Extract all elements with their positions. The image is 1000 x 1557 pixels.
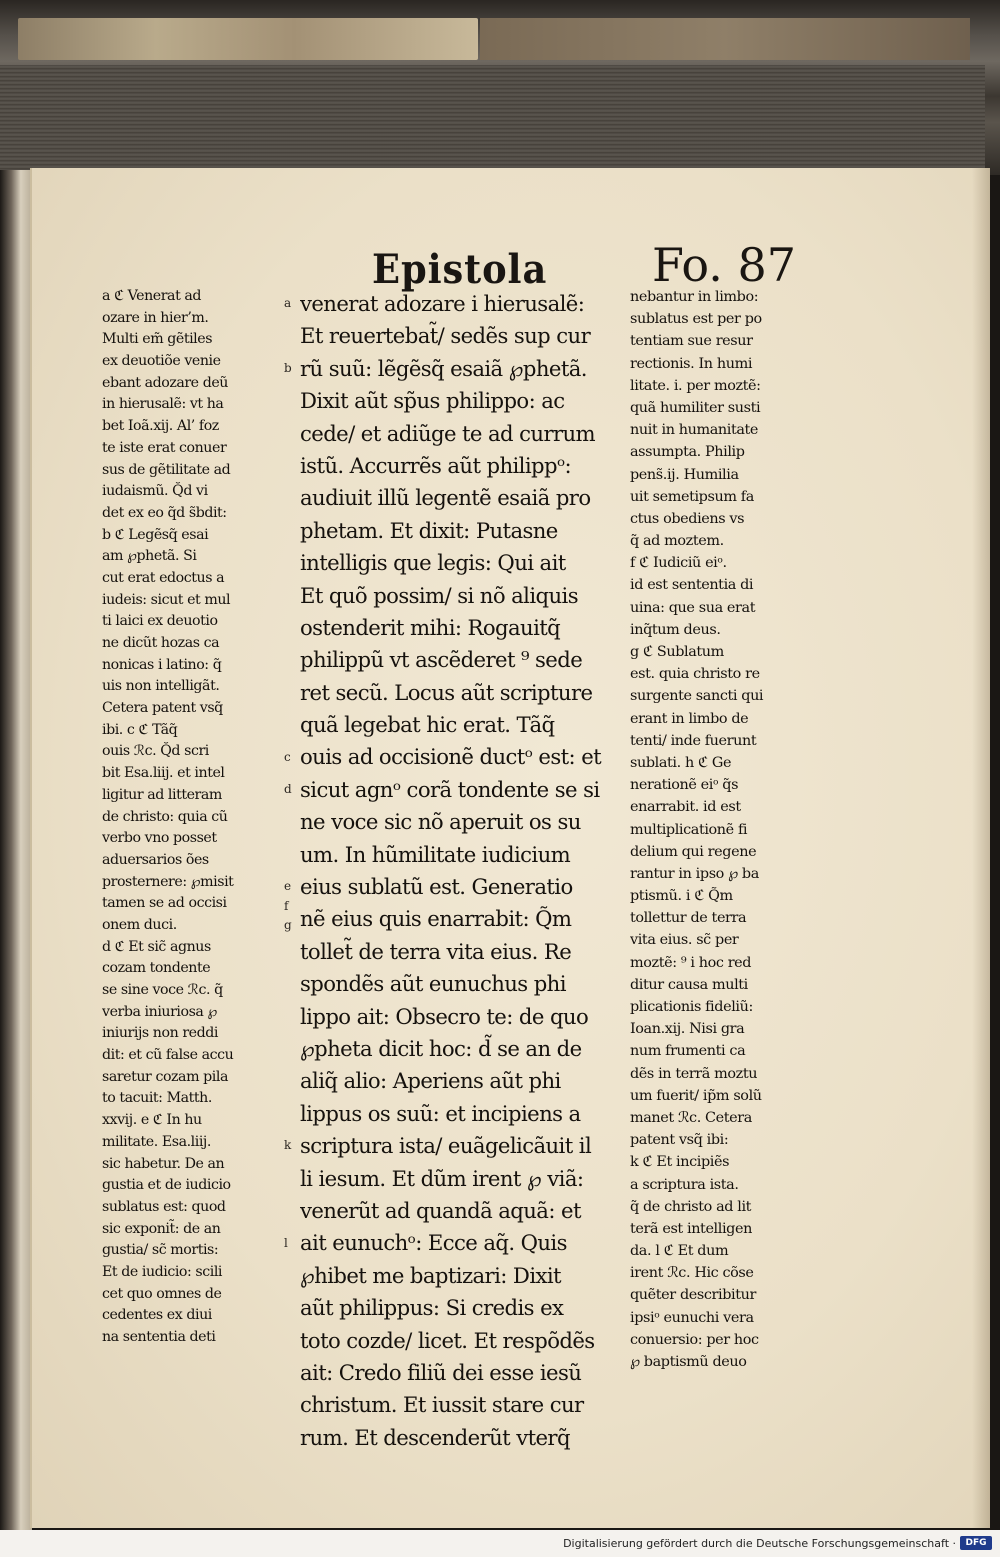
left-commentary-line: cut erat edoctus a <box>102 569 225 586</box>
main-text-line: cede/ et adiũge te ad currum <box>300 420 596 446</box>
left-commentary-line: militate. Esa.liij. <box>102 1133 211 1150</box>
left-commentary-line: a ℭ Venerat ad <box>102 288 202 304</box>
main-text-line: philippũ vt ascẽderet ⁹ sede <box>300 647 583 673</box>
margin-letter: g <box>284 918 292 933</box>
dfg-logo: DFG <box>960 1536 992 1550</box>
left-commentary-line: cet quo omnes de <box>102 1285 222 1302</box>
left-commentary-line: Et de iudicio: scili <box>102 1263 223 1280</box>
main-text-line: um. In hũmilitate iudicium <box>300 841 571 867</box>
main-text-line: toto cozde/ licet. Et respõdẽs <box>300 1327 595 1353</box>
margin-letter: e <box>284 879 292 894</box>
main-text-line: ait eunuchᵒ: Ecce aq̃. Quis <box>300 1230 567 1256</box>
right-commentary-line: num frumenti ca <box>630 1043 746 1060</box>
main-text-line: aliq̃ alio: Aperiens aũt phi <box>300 1068 561 1094</box>
right-commentary-line: enarrabit. id est <box>630 799 741 816</box>
left-commentary-line: iudeis: sicut et mul <box>102 591 231 608</box>
right-commentary-line: plicationis fideliũ: <box>630 999 753 1015</box>
right-commentary-line: rantur in ipso ℘ ba <box>630 865 759 882</box>
digitization-credit: Digitalisierung gefördert durch die Deutsche Forschungsgemeinschaft · <box>563 1537 956 1550</box>
right-commentary-line: q̃ de christo ad lit <box>630 1198 752 1215</box>
page-edge-shadow <box>972 168 990 1528</box>
main-text-line: ait: Credo filiũ dei esse iesũ <box>300 1359 582 1385</box>
main-text-line: tollet̃ de terra vita eius. Re <box>300 938 572 964</box>
right-commentary-line: delium qui regene <box>630 843 757 860</box>
main-text-line: lippo ait: Obsecro te: de quo <box>300 1003 589 1029</box>
right-commentary-line: tenti/ inde fuerunt <box>630 732 757 749</box>
folio-number: Fo. 87 <box>652 238 797 292</box>
right-commentary-line: nerationẽ eiᵒ q̃s <box>630 777 739 794</box>
left-commentary-line: in hierusalẽ: vt ha <box>102 396 224 413</box>
right-commentary-line: ctus obediens vs <box>630 510 745 527</box>
right-commentary-line: ℘ baptismũ deuo <box>630 1354 747 1370</box>
left-commentary-line: ligitur ad litteram <box>102 786 222 803</box>
left-commentary-line: verba iniuriosa ℘ <box>102 1003 217 1020</box>
left-commentary-line: dit: et cũ false accu <box>102 1047 234 1064</box>
left-commentary-line: sic exponit̃: de an <box>102 1220 221 1237</box>
main-text-line: audiuit illũ legentẽ esaiã pro <box>300 485 591 511</box>
right-commentary-line: g ℭ Sublatum <box>630 644 724 660</box>
right-commentary-line: ipsiᵒ eunuchi vera <box>630 1309 754 1326</box>
main-text-line: rũ suũ: lẽgẽsq̃ esaiã ℘phetã. <box>300 355 587 381</box>
margin-letter: f <box>284 898 289 913</box>
left-commentary-line: to tacuit: Matth. <box>102 1090 212 1107</box>
left-commentary-line: ne dicũt hozas ca <box>102 635 220 651</box>
main-text-line: rum. Et descenderũt vterq̃ <box>300 1424 570 1450</box>
main-text-line: Dixit aũt sp̃us philippo: ac <box>300 388 565 414</box>
left-commentary-line: nonicas i latino: q̃ <box>102 656 222 673</box>
right-commentary-line: moztẽ: ⁹ i hoc red <box>630 954 752 971</box>
left-commentary-line: Multi em̃ gẽtiles <box>102 331 213 348</box>
right-commentary-line: erant in limbo de <box>630 710 749 727</box>
main-text-column <box>300 288 630 1454</box>
left-commentary-line: se sine voce ℛc. q̃ <box>102 982 223 998</box>
main-text-line: quã legebat hic erat. Tãq̃ <box>300 712 555 738</box>
right-commentary-line: ptismũ. i ℭ Q̃m <box>630 888 733 905</box>
left-commentary-line: ebant adozare deũ <box>102 374 228 391</box>
right-commentary-line: multiplicationẽ fi <box>630 821 748 838</box>
main-text-line: eius sublatũ est. Generatio <box>300 874 573 900</box>
margin-letter: c <box>284 749 291 764</box>
right-commentary-line: sublatus est per po <box>630 311 762 328</box>
right-commentary-line: tollettur de terra <box>630 910 747 927</box>
main-text-line: intelligis que legis: Qui ait <box>300 550 566 576</box>
right-commentary-line: a scriptura ista. <box>630 1176 739 1193</box>
book-page <box>30 168 990 1528</box>
left-commentary-line: Cetera patent vsq̃ <box>102 700 223 717</box>
right-commentary-line: q̃ ad moztem. <box>630 533 724 550</box>
left-commentary-line: sic habetur. De an <box>102 1155 225 1172</box>
right-commentary-line: uina: que sua erat <box>630 599 756 616</box>
main-text-line: spondẽs aũt eunuchus phi <box>300 971 566 997</box>
right-commentary-line: manet ℛc. Cetera <box>630 1109 752 1126</box>
left-commentary-line: det ex eo q̃d s̃bdit: <box>102 504 227 521</box>
left-commentary-line: ibi. c ℭ Tãq̃ <box>102 721 178 738</box>
main-text-line: phetam. Et dixit: Putasne <box>300 517 558 543</box>
right-commentary-line: ditur causa multi <box>630 976 748 993</box>
main-text-line: Et reuertebat̃/ sedẽs sup cur <box>300 323 591 349</box>
right-commentary-line: id est sententia di <box>630 577 754 594</box>
main-text-line: ne voce sic nõ aperuit os su <box>300 809 581 835</box>
right-commentary-line: uit semetipsum fa <box>630 488 754 505</box>
main-text-line: li iesum. Et dũm irent ℘ viã: <box>300 1165 584 1191</box>
right-commentary-line: assumpta. Philip <box>630 444 745 461</box>
left-commentary-line: ouis ℛc. Q̆d scri <box>102 743 209 760</box>
main-text-line: ouis ad occisionẽ ductᵒ est: et <box>300 744 602 770</box>
right-commentary-line: surgente sancti qui <box>630 688 764 705</box>
left-commentary-line: am ℘phetã. Si <box>102 548 197 565</box>
margin-letter: k <box>284 1138 292 1153</box>
book-left-edge <box>0 170 32 1530</box>
right-commentary-line: f ℭ Iudiciũ eiᵒ. <box>630 555 727 572</box>
main-text-line: ret secũ. Locus aũt scripture <box>300 679 593 705</box>
right-commentary-line: rectionis. In humi <box>630 355 753 372</box>
left-commentary-line: gustia et de iudicio <box>102 1177 231 1194</box>
right-commentary-line: sublati. h ℭ Ge <box>630 754 732 771</box>
right-commentary-line: pens̃.ij. Humilia <box>630 466 739 483</box>
left-commentary-line: sublatus est: quod <box>102 1198 226 1215</box>
left-commentary-line: aduersarios ões <box>102 851 209 868</box>
right-commentary-line: quẽter describitur <box>630 1287 756 1304</box>
shelf-strip <box>18 18 478 60</box>
shelf-strip-dark <box>480 18 970 60</box>
main-text-line: venerũt ad quandã aquã: et <box>300 1197 581 1223</box>
right-commentary-line: patent vsq̃ ibi: <box>630 1132 729 1149</box>
right-commentary-line: conuersio: per hoc <box>630 1331 759 1348</box>
main-text-line: venerat adozare i hierusalẽ: <box>300 291 585 316</box>
left-commentary-line: iniurijs non reddi <box>102 1025 218 1042</box>
main-text-line: aũt philippus: Si credis ex <box>300 1295 564 1321</box>
left-commentary-line: sus de gẽtilitate ad <box>102 461 231 478</box>
running-head: Epistola <box>372 246 548 293</box>
left-commentary-column <box>102 286 274 1349</box>
left-commentary-line: ozare in hier’m. <box>102 309 209 326</box>
left-commentary-line: saretur cozam pila <box>102 1068 228 1085</box>
left-commentary-line: verbo vno posset <box>102 830 217 847</box>
left-commentary-line: te iste erat conuer <box>102 439 227 456</box>
right-commentary-line: tentiam sue resur <box>630 333 753 350</box>
right-commentary-line: irent ℛc. Hic cõse <box>630 1265 754 1282</box>
left-commentary-line: na sententia deti <box>102 1329 216 1345</box>
margin-letter: l <box>284 1235 288 1250</box>
left-commentary-line: uis non intelligãt. <box>102 678 220 695</box>
right-commentary-line: da. l ℭ Et dum <box>630 1243 729 1260</box>
right-commentary-column <box>630 286 822 1373</box>
right-commentary-line: dẽs in terrã moztu <box>630 1065 758 1082</box>
page-block-edge <box>0 65 985 178</box>
left-commentary-line: iudaismũ. Q̆d vi <box>102 483 208 500</box>
margin-letter: a <box>284 296 292 310</box>
left-commentary-line: ti laici ex deuotio <box>102 613 218 630</box>
left-commentary-line: d ℭ Et sic̃ agnus <box>102 938 211 955</box>
left-commentary-line: bet Ioã.xij. Al’ foz <box>102 418 219 435</box>
main-text-line: lippus os suũ: et incipiens a <box>300 1100 581 1126</box>
main-text-line: Et quõ possim/ si nõ aliquis <box>300 582 578 608</box>
main-text-line: scriptura ista/ euãgelicãuit il <box>300 1133 592 1159</box>
book-top-edge <box>0 0 1000 175</box>
right-commentary-line: quã humiliter susti <box>630 399 761 416</box>
main-text-line: ℘hibet me baptizari: Dixit <box>300 1262 561 1288</box>
right-commentary-line: nebantur in limbo: <box>630 289 759 305</box>
left-commentary-line: prosternere: ℘misit <box>102 873 234 890</box>
left-commentary-line: de christo: quia cũ <box>102 808 228 825</box>
right-commentary-line: litate. i. per moztẽ: <box>630 377 761 394</box>
left-commentary-line: bit Esa.liij. et intel <box>102 765 225 782</box>
main-text-line: nẽ eius quis enarrabit: Q̃m <box>300 906 572 932</box>
right-commentary-line: est. quia christo re <box>630 666 760 683</box>
main-text-line: sicut agnᵒ corã tondente se si <box>300 776 600 802</box>
right-commentary-line: vita eius. sc̃ per <box>630 932 739 949</box>
right-commentary-line: k ℭ Et incipiẽs <box>630 1154 730 1171</box>
right-commentary-line: Ioan.xij. Nisi gra <box>630 1021 745 1038</box>
left-commentary-line: cozam tondente <box>102 960 211 977</box>
left-commentary-line: onem duci. <box>102 916 177 933</box>
left-commentary-line: ex deuotiõe venie <box>102 353 221 370</box>
margin-letter: b <box>284 360 292 375</box>
right-commentary-line: um fuerit/ ip̃m solũ <box>630 1087 762 1104</box>
left-commentary-line: xxvij. e ℭ In hu <box>102 1112 202 1129</box>
main-text-line: christum. Et iussit stare cur <box>300 1392 584 1418</box>
margin-letter: d <box>284 782 292 796</box>
right-commentary-line: nuit in humanitate <box>630 422 759 439</box>
left-commentary-line: gustia/ sc̃ mortis: <box>102 1242 219 1259</box>
left-commentary-line: cedentes ex diui <box>102 1307 212 1324</box>
left-commentary-line: tamen se ad occisi <box>102 895 227 912</box>
main-text-line: ostenderit mihi: Rogauitq̃ <box>300 614 561 640</box>
left-commentary-line: b ℭ Legẽsq̃ esai <box>102 526 209 543</box>
right-commentary-line: inq̃tum deus. <box>630 621 721 638</box>
main-text-line: ℘pheta dicit hoc: d̃ se an de <box>300 1035 582 1061</box>
main-text-line: istũ. Accurrẽs aũt philippᵒ: <box>300 452 572 478</box>
right-commentary-line: terã est intelligen <box>630 1220 752 1237</box>
